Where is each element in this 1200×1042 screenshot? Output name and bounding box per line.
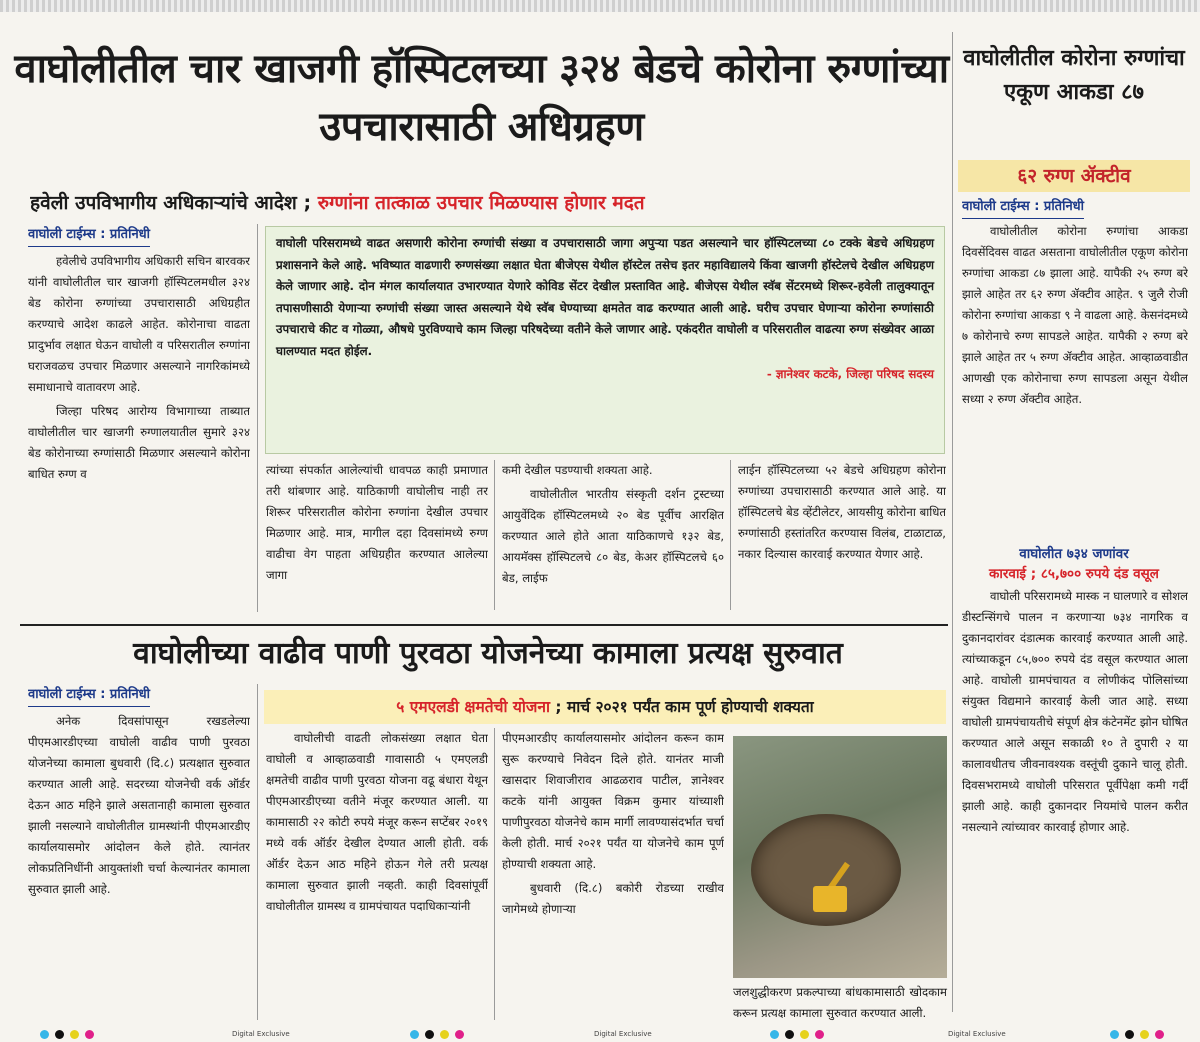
second-headline: वाघोलीच्या वाढीव पाणी पुरवठा योजनेच्या कामाला प्रत्यक्ष सुरुवात bbox=[133, 636, 843, 671]
story1-para2: जिल्हा परिषद आरोग्य विभागाच्या ताब्यात वाघोलीतील चार खाजगी रुग्णालयातील सुमारे ३२४ बेड कोरोनाच्या रुग्णांसाठी मिळणार असल्याने कोरोना बाधित रुग्ण व bbox=[28, 404, 250, 481]
story2-col3 bbox=[502, 728, 724, 1020]
print-marks-far bbox=[1110, 1026, 1164, 1042]
story2-col2 bbox=[266, 728, 488, 1020]
top-print-strip bbox=[0, 0, 1200, 12]
story2-col3-p1: पीएमआरडीए कार्यालयासमोर आंदोलन करून काम सुरू करण्याचे निवेदन दिले होते. यानंतर माजी खासदार शिवाजीराव आढळराव पाटील, ज्ञानेश्वर कटके यांनी आयुक्त विक्रम कुमार यांच्याशी पाणीपुरवठा योजनेचे काम मार्गी लावण्यासंदर्भात चर्चा केली होती. मार्च २०२१ पर्यंत या योजनेचे काम पूर्ण होण्याची शक्यता आहे. bbox=[502, 731, 724, 871]
sidebar-body2: वाघोली परिसरामध्ये मास्क न घालणारे व सोशल डीस्टन्सिंगचे पालन न करणाऱ्या ७३४ नागरिक व दुकानदारांवर दंडात्मक कारवाई करण्यात आली आहे. त्यांच्याकडून ८५,७०० रुपये दंड वसूल करण्यात आला आहे. वाघोली ग्रामपंचायत व लोणीकंद पोलिसांच्या संयुक्त विद्यमाने कारवाई केली जात आहे. सध्या वाघोली ग्रामपंचायतीचे संपूर्ण क्षेत्र कंटेनमेंट झोन घोषित करण्यात आले असून सकाळी १० ते दुपारी २ या कालावधीतच जीवनावश्यक वस्तूंची दुकाने चालू होती. दिवसभरामध्ये वाघोली परिसरात पूर्वीपेक्षा कमी गर्दी झाली आहे. काही दुकानदार नियमांचे पालन करीत नसल्याने त्यांच्यावर कारवाई होणार आहे. bbox=[962, 589, 1188, 834]
second-deck bbox=[264, 690, 946, 724]
photo-caption: जलशुद्धीकरण प्रकल्पाच्या बांधकामासाठी खोदकाम करून प्रत्यक्ष कामाला सुरुवात करण्यात आली. bbox=[733, 985, 947, 1020]
sidebar-tag: ६२ रुग्ण ॲक्टीव bbox=[958, 160, 1190, 192]
story1-col3 bbox=[502, 460, 724, 612]
section-divider bbox=[20, 624, 948, 626]
deck-part2: रुग्णांना तात्काळ उपचार मिळण्यास होणार मदत bbox=[317, 192, 645, 214]
sidebar-body: वाघोलीतील कोरोना रुग्णांचा आकडा दिवसेंदिवस वाढत असताना वाघोलीतील एकूण कोरोना रुग्णांचा आकडा ८७ झाला आहे. यापैकी २५ रुग्ण बरे झाले आहेत तर ६२ रुग्ण ॲक्टीव आहेत. ९ जुलै रोजी कोरोना रुग्णांचा आकडा ९ ने वाढला आहे. केसनंदमध्ये ७ कोरोनाचे रुग्ण सापडले आहेत. यापैकी २ रुग्ण बरे झाले आहेत तर ५ रुग्ण ॲक्टीव आहेत. आव्हाळवाडीत आणखी एक कोरोनाचा रुग्ण सापडला असून येथील सध्या २ रुग्ण ॲक्टीव आहेत. bbox=[962, 224, 1188, 406]
story2-col3-p2: बुधवारी (दि.८) बकोरी रोडच्या राखीव जागेमध्ये होणाऱ्या bbox=[502, 881, 724, 916]
deck2-part1: ५ एमएलडी क्षमतेची योजना bbox=[396, 698, 550, 716]
quote-box bbox=[265, 226, 945, 454]
column-rule bbox=[257, 224, 258, 612]
column-rule bbox=[494, 460, 495, 610]
story1-col2-text: त्यांच्या संपर्कात आलेल्यांची धावपळ काही प्रमाणात तरी थांबणार आहे. याठिकाणी वाघोलीच नाही तर शिरूर परिसरातील कोरोना रुग्णांना देखील उपचार मिळणार आहे. मात्र, मागील दहा दिवसांमध्ये रुग्ण वाढीचा वेग पाहता अधिग्रहीत करण्यात आलेल्या जागा bbox=[266, 463, 488, 582]
main-deck bbox=[30, 188, 950, 218]
print-marks-right bbox=[770, 1026, 824, 1042]
story1-col4-text: लाईन हॉस्पिटलच्या ५२ बेडचे अधिग्रहण कोरोना रुग्णांच्या उपचारासाठी करण्यात आले आहे. या हॉस्पिटलचे बेड व्हेंटीलेटर, आयसीयु कोरोना बाधित रुग्णांसाठी हस्तांतरित करण्यास विलंब, टाळाटाळ, नकार दिल्यास कारवाई करण्यात येणार आहे. bbox=[738, 463, 946, 561]
story1-col1 bbox=[28, 224, 250, 614]
sidebar-byline: वाघोली टाईम्स : प्रतिनिधी bbox=[962, 196, 1084, 219]
main-headline: वाघोलीतील चार खाजगी हॉस्पिटलच्या ३२४ बेडचे कोरोना रुग्णांच्या उपचारासाठी अधिग्रहण bbox=[14, 46, 949, 150]
construction-photo bbox=[733, 736, 947, 978]
story2-byline: वाघोली टाईम्स : प्रतिनिधी bbox=[28, 684, 150, 707]
sidebar-subhead-line2: कारवाई ; ८५,७०० रुपये दंड वसूल bbox=[989, 566, 1159, 582]
sidebar-story bbox=[962, 196, 1188, 540]
column-rule bbox=[494, 728, 495, 1020]
story1-byline: वाघोली टाईम्स : प्रतिनिधी bbox=[28, 224, 150, 247]
deck-part1: हवेली उपविभागीय अधिकाऱ्यांचे आदेश ; bbox=[30, 192, 318, 214]
story1-col3-p2: वाघोलीतील भारतीय संस्कृती दर्शन ट्रस्टच्या आयुर्वेदिक हॉस्पिटलमध्ये २० बेड पूर्वीच आरक्षित करण्यात आले होते आता याठिकाणचे १३२ बेड, आयमॅक्स हॉस्पिटलचे ८० बेड, केअर हॉस्पिटलचे ६० बेड, लाईफ bbox=[502, 487, 724, 585]
deck2-part2: ; मार्च २०२१ पर्यंत काम पूर्ण होण्याची शक्यता bbox=[549, 698, 814, 716]
sidebar-subhead bbox=[958, 544, 1190, 584]
column-rule bbox=[730, 460, 731, 610]
footer-label-mid: Digital Exclusive bbox=[594, 1030, 652, 1038]
quote-text: वाघोली परिसरामध्ये वाढत असणारी कोरोना रुग्णांची संख्या व उपचारासाठी जागा अपुऱ्या पडत असल्याने चार हॉस्पिटलच्या ८० टक्के बेडचे अधिग्रहण प्रशासनाने केले आहे. भविष्यात वाढणारी रुग्णसंख्या लक्षात घेता बीजेएस येथील हॉस्टेल तसेच इतर महाविद्यालये किंवा खाजगी हॉस्टेलचे देखील अधिग्रहण केले जाणार आहे. दोन मंगल कार्यालयात उभारण्यात येणारे कोविड सेंटर देखील प्रस्तावित आहे. बीजेएस येथील स्वॅब सेंटरमध्ये शिरूर-हवेली तालुक्यातून तपासणीसाठी येणाऱ्या रुग्णांची संख्या जास्त असल्याने येथे स्वॅब घेण्याच्या क्षमतेत वाढ करण्यात आली आहे. घरीच उपचार घेणाऱ्या कोरोना रुग्णांसाठी उपचाराचे कीट व गोळ्या, औषधे पुरविण्याचे काम जिल्हा परिषदेच्या वतीने केले जाणार आहे. एकंदरीत वाघोली व परिसरातील वाढत्या रुग्ण संख्येवर आळा घालण्यात मदत होईल. bbox=[276, 236, 934, 358]
sidebar-headline: वाघोलीतील कोरोना रुग्णांचा एकूण आकडा ८७ bbox=[963, 46, 1185, 105]
sidebar-story2 bbox=[962, 586, 1188, 1018]
footer-label-left: Digital Exclusive bbox=[232, 1030, 290, 1038]
story1-col3-p1: कमी देखील पडण्याची शक्यता आहे. bbox=[502, 463, 653, 477]
print-marks-mid bbox=[410, 1026, 464, 1042]
story1-para1: हवेलीचे उपविभागीय अधिकारी सचिन बारवकर यांनी वाघोलीतील चार खाजगी हॉस्पिटलमधील ३२४ बेड कोरोना रुग्णांच्या उपचारासाठी अधिग्रहीत करण्याचे आदेश काढले आहेत. कोरोनाचा वाढता प्रादुर्भाव लक्षात घेऊन वाघोली व परिसरातील रुग्णांना घराजवळच उपचार मिळणार असल्याने नागरिकांमध्ये समाधानाचे वातावरण आहे. bbox=[28, 254, 250, 394]
photo-excavator bbox=[813, 886, 847, 912]
print-marks-left bbox=[40, 1026, 94, 1042]
story1-col4 bbox=[738, 460, 946, 612]
newspaper-page bbox=[0, 12, 1200, 1041]
sidebar-subhead-line1: वाघोलीत ७३४ जणांवर bbox=[1019, 546, 1129, 562]
column-rule bbox=[257, 684, 258, 1020]
quote-signature: - ज्ञानेश्वर कटके, जिल्हा परिषद सदस्य bbox=[766, 367, 934, 381]
story1-col2 bbox=[266, 460, 488, 612]
story2-col2-text: वाघोलीची वाढती लोकसंख्या लक्षात घेता वाघोली व आव्हाळवाडी गावासाठी ५ एमएलडी क्षमतेची वाढीव पाणी पुरवठा योजना वढू बंधारा येथून पीएमआरडीएच्या वतीने मंजूर करण्यात आली. या कामासाठी २२ कोटी रुपये मंजूर करून सप्टेंबर २०१९ मध्ये वर्क ऑर्डर देखील देण्यात आली होती. वर्क ऑर्डर देऊन आठ महिने होऊन गेले तरी प्रत्यक्ष कामाला सुरुवात झाली नव्हती. काही दिवसांपूर्वी वाघोलीतील ग्रामस्थ व ग्रामपंचायत पदाधिकाऱ्यांनी bbox=[266, 731, 488, 913]
story2-col1 bbox=[28, 684, 250, 1020]
footer-label-right: Digital Exclusive bbox=[948, 1030, 1006, 1038]
story2-col1-text: अनेक दिवसांपासून रखडलेल्या पीएमआरडीएच्या वाघोली वाढीव पाणी पुरवठा योजनेच्या कामाला बुधवारी (दि.८) प्रत्यक्षात सुरुवात करण्यात आली आहे. सदरच्या योजनेची वर्क ऑर्डर देऊन आठ महिने झाले असतानाही कामाला सुरुवात झाली नसल्याने वाघोलीतील ग्रामस्थांनी पीएमआरडीए कार्यालयासमोर आंदोलन केले होते. त्यानंतर लोकप्रतिनिधींनी आयुक्तांशी चर्चा केल्यानंतर कामाला सुरुवात झाली आहे. bbox=[28, 714, 250, 896]
sidebar-rule bbox=[952, 32, 953, 1012]
